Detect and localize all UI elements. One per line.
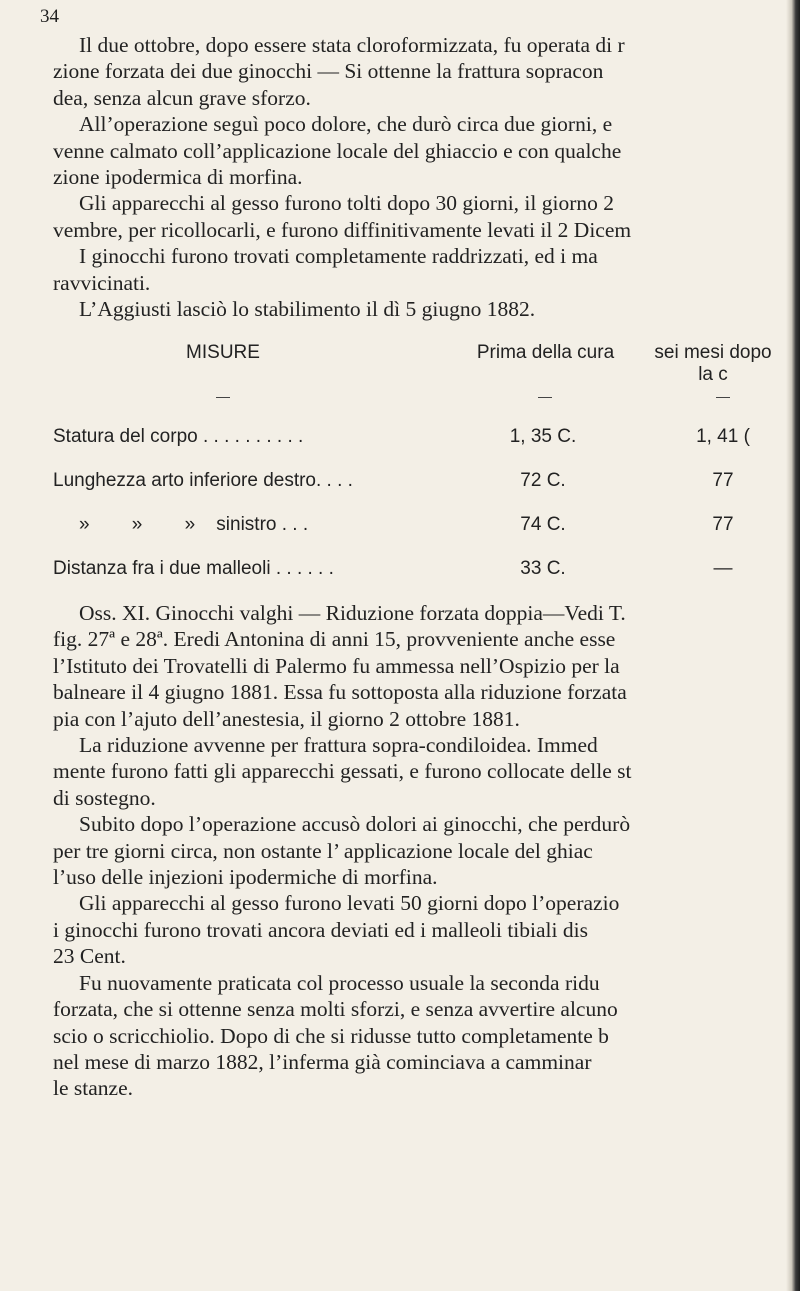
text-line: vembre, per ricollocarli, e furono diffinitivamente levati il 2 Dicem bbox=[53, 217, 632, 242]
text-line: le stanze. bbox=[53, 1076, 133, 1101]
text-line: Subito dopo l’operazione accusò dolori ai ginocchi, che perdurò bbox=[79, 812, 631, 837]
text-line: Gli apparecchi al gesso furono levati 50 giorni dopo l’operazio bbox=[79, 891, 620, 916]
header-rule bbox=[216, 397, 230, 398]
row-after: 1, 41 ( bbox=[696, 426, 750, 447]
text-line: zione forzata dei due ginocchi — Si ottenne la frattura sopracon bbox=[53, 59, 604, 84]
row-label: Lunghezza arto inferiore destro. . . . bbox=[53, 470, 353, 491]
text-line: l’Istituto dei Trovatelli di Palermo fu ammessa nell’Ospizio per la bbox=[53, 653, 620, 678]
text-line: Fu nuovamente praticata col processo usuale la seconda ridu bbox=[79, 970, 600, 995]
text-line: Il due ottobre, dopo essere stata cloroformizzata, fu operata di r bbox=[79, 33, 625, 57]
row-after: 77 bbox=[712, 514, 734, 535]
text-line: di sostegno. bbox=[53, 785, 156, 810]
text-line: i ginocchi furono trovati ancora deviati ed i malleoli tibiali dis bbox=[53, 917, 588, 942]
table-row bbox=[53, 558, 773, 586]
header-misure: MISURE bbox=[186, 342, 260, 363]
text-line: forzata, che si ottenne senza molti sforzi, e senza avvertire alcuno bbox=[53, 997, 618, 1022]
paragraph-1 bbox=[53, 32, 773, 322]
row-before: 1, 35 C. bbox=[509, 426, 577, 447]
text-line: pia con l’ajuto dell’anestesia, il giorno 2 ottobre 1881. bbox=[53, 706, 520, 731]
text-line: ravvicinati. bbox=[53, 270, 151, 295]
row-after: 77 bbox=[712, 470, 734, 491]
paragraph-2 bbox=[53, 600, 773, 1102]
row-label: » » » sinistro . . . bbox=[79, 514, 309, 535]
table-row bbox=[53, 426, 773, 454]
page-number: 34 bbox=[40, 6, 59, 27]
text-line: La riduzione avvenne per frattura sopra-condiloidea. Immed bbox=[79, 733, 598, 758]
header-rule bbox=[716, 397, 730, 398]
text-line: dea, senza alcun grave sforzo. bbox=[53, 85, 311, 110]
header-before: Prima della cura bbox=[476, 342, 615, 363]
text-line: nel mese di marzo 1882, l’inferma già cominciava a camminar bbox=[53, 1049, 592, 1074]
text-line: L’Aggiusti lasciò lo stabilimento il dì 5 giugno 1882. bbox=[79, 297, 536, 322]
row-label: Distanza fra i due malleoli . . . . . . bbox=[53, 558, 334, 579]
table-row bbox=[53, 470, 773, 498]
text-line: mente furono fatti gli apparecchi gessati, e furono collocate delle st bbox=[53, 759, 632, 784]
row-label: Statura del corpo . . . . . . . . . . bbox=[53, 426, 304, 447]
page-binding-edge bbox=[786, 0, 800, 1291]
row-before: 72 C. bbox=[520, 470, 566, 491]
table-row bbox=[53, 514, 773, 542]
text-line: Gli apparecchi al gesso furono tolti dopo 30 giorni, il giorno 2 bbox=[79, 191, 615, 216]
text-line: venne calmato coll’applicazione locale del ghiaccio e con qualche bbox=[53, 138, 622, 163]
row-before: 74 C. bbox=[520, 514, 566, 535]
text-line: zione ipodermica di morfina. bbox=[53, 165, 303, 190]
row-before: 33 C. bbox=[520, 558, 566, 579]
text-line: I ginocchi furono trovati completamente raddrizzati, ed i ma bbox=[79, 244, 598, 269]
text-line: All’operazione seguì poco dolore, che durò circa due giorni, e bbox=[79, 112, 613, 137]
text-line: fig. 27ª e 28ª. Eredi Antonina di anni 15, provveniente anche esse bbox=[53, 627, 616, 652]
text-line: balneare il 4 giugno 1881. Essa fu sottoposta alla riduzione forzata bbox=[53, 680, 627, 705]
table-header bbox=[53, 342, 773, 412]
text-line: Oss. XI. Ginocchi valghi — Riduzione forzata doppia—Vedi T. bbox=[79, 601, 626, 625]
row-after: — bbox=[713, 558, 733, 579]
text-line: per tre giorni circa, non ostante l’ applicazione locale del ghiac bbox=[53, 838, 593, 863]
text-line: 23 Cent. bbox=[53, 944, 126, 969]
text-line: scio o scricchiolio. Dopo di che si ridusse tutto completamente b bbox=[53, 1023, 609, 1048]
text-line: l’uso delle injezioni ipodermiche di morfina. bbox=[53, 865, 438, 890]
header-rule bbox=[538, 397, 552, 398]
header-after: sei mesi dopo la c bbox=[654, 342, 772, 385]
